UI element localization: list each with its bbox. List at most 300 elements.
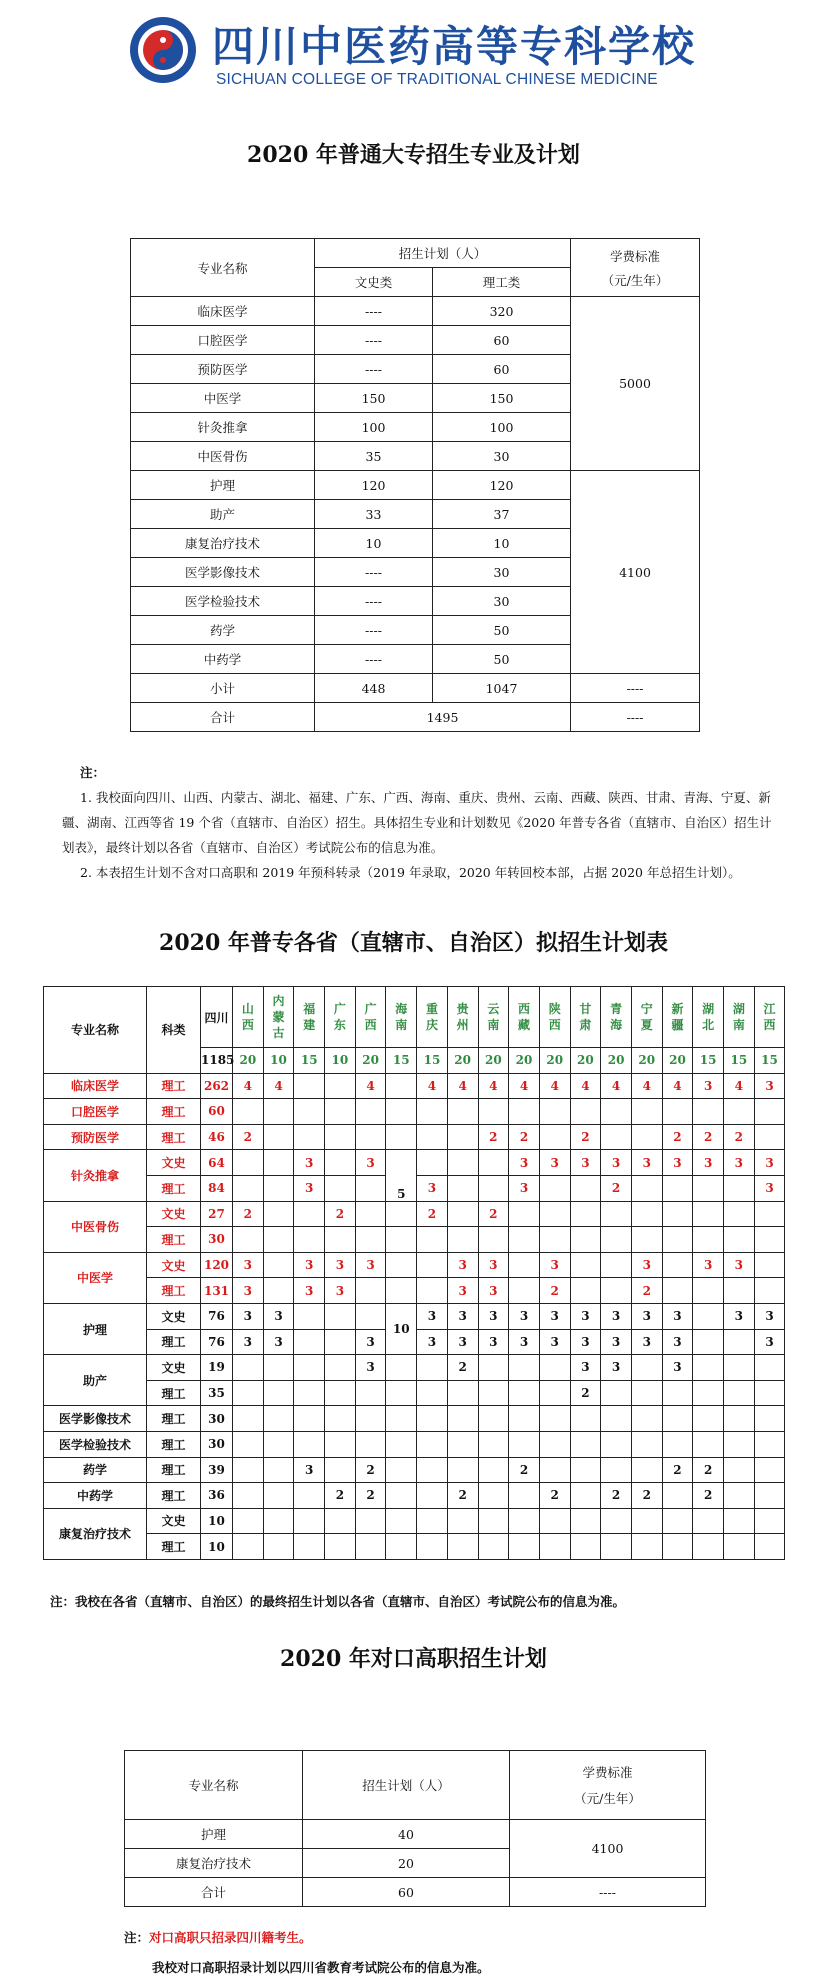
province-plan-row <box>44 1406 785 1432</box>
province-count <box>539 1227 570 1253</box>
province-name-text: 西藏 <box>518 1002 531 1032</box>
major-name: 药学 <box>44 1457 147 1483</box>
province-count <box>294 1124 325 1150</box>
province-total: 20 <box>662 1048 693 1074</box>
province-name <box>447 987 478 1048</box>
province-count <box>724 1483 755 1509</box>
sichuan-count: 10 <box>201 1508 233 1534</box>
vocational-plan-table <box>124 1750 706 1907</box>
province-count <box>478 1508 509 1534</box>
province-name <box>294 987 325 1048</box>
province-count: 3 <box>724 1252 755 1278</box>
plan-cell-name: 中医骨伤 <box>131 442 315 471</box>
province-count <box>233 1227 264 1253</box>
province-name-text: 贵州 <box>456 1002 469 1032</box>
province-count <box>294 1201 325 1227</box>
province-count <box>662 1431 693 1457</box>
province-count: 3 <box>355 1355 386 1381</box>
province-name <box>478 987 509 1048</box>
province-count <box>539 1201 570 1227</box>
province-name <box>693 987 724 1048</box>
province-count <box>325 1406 356 1432</box>
plan-cell-sci: 30 <box>433 587 571 616</box>
province-count: 2 <box>447 1483 478 1509</box>
subject-type: 理工 <box>147 1175 201 1201</box>
province-total: 10 <box>263 1048 294 1074</box>
province-name <box>386 987 417 1048</box>
province-name <box>509 987 540 1048</box>
province-count <box>539 1508 570 1534</box>
province-count <box>662 1252 693 1278</box>
province-count <box>724 1175 755 1201</box>
province-count: 2 <box>539 1483 570 1509</box>
plan-cell-arts: 35 <box>315 442 433 471</box>
province-count: 3 <box>294 1278 325 1304</box>
province-total: 15 <box>754 1048 785 1074</box>
province-count: 4 <box>631 1073 662 1099</box>
province-count <box>447 1534 478 1560</box>
province-count <box>693 1175 724 1201</box>
province-count <box>570 1278 601 1304</box>
major-name: 预防医学 <box>44 1124 147 1150</box>
province-count: 3 <box>233 1329 264 1355</box>
province-count: 3 <box>447 1303 478 1329</box>
province-count <box>693 1227 724 1253</box>
province-count: 3 <box>325 1278 356 1304</box>
province-total: 10 <box>325 1048 356 1074</box>
province-count <box>724 1329 755 1355</box>
section3-note <box>124 1928 312 1946</box>
province-count <box>355 1508 386 1534</box>
province-count <box>478 1227 509 1253</box>
province-count <box>447 1099 478 1125</box>
t3-row-plan: 20 <box>303 1849 510 1878</box>
province-count: 3 <box>355 1150 386 1176</box>
province-count: 3 <box>509 1329 540 1355</box>
province-count <box>662 1278 693 1304</box>
province-count <box>263 1252 294 1278</box>
province-count <box>478 1175 509 1201</box>
province-count <box>447 1457 478 1483</box>
province-count <box>294 1227 325 1253</box>
province-count: 3 <box>570 1329 601 1355</box>
hainan-merged: 5 <box>386 1150 417 1201</box>
section1-notes <box>62 760 782 885</box>
province-count <box>570 1406 601 1432</box>
plan-cell-arts: 120 <box>315 471 433 500</box>
province-plan-row <box>44 1099 785 1125</box>
subject-type: 理工 <box>147 1457 201 1483</box>
province-count: 3 <box>509 1175 540 1201</box>
province-count: 3 <box>417 1303 448 1329</box>
province-total: 20 <box>570 1048 601 1074</box>
province-plan-row <box>44 1150 785 1176</box>
plan-cell-arts: 100 <box>315 413 433 442</box>
sichuan-total: 1185 <box>201 1048 233 1074</box>
province-total: 15 <box>417 1048 448 1074</box>
sichuan-count: 64 <box>201 1150 233 1176</box>
province-count <box>539 1355 570 1381</box>
province-count: 2 <box>355 1483 386 1509</box>
province-name-text: 甘肃 <box>579 1002 592 1032</box>
province-count <box>294 1483 325 1509</box>
sichuan-count: 30 <box>201 1431 233 1457</box>
province-count <box>724 1227 755 1253</box>
section3-title: 2020 年对口高职招生计划 <box>280 1646 547 1672</box>
header-major: 专业名称 <box>131 239 315 297</box>
note-1: 1. 我校面向四川、山西、内蒙古、湖北、福建、广东、广西、海南、重庆、贵州、云南、西藏、陕西、甘肃、青海、宁夏、新疆、湖南、江西等省 19 个省（直辖市、自治区）招生。具体招生专业和计划数见《2020 年普专各省（直辖市、自治区）招生计划表》，最终计划以各省（直辖市、自治区）考试院公布的信息为准。 <box>62 790 772 855</box>
province-count <box>662 1508 693 1534</box>
province-count <box>386 1508 417 1534</box>
section3-note-2: 我校对口高职招录计划以四川省教育考试院公布的信息为准。 <box>152 1960 490 1975</box>
province-count <box>570 1227 601 1253</box>
header-type: 科类 <box>147 987 201 1074</box>
province-count: 2 <box>693 1124 724 1150</box>
subject-type: 理工 <box>147 1380 201 1406</box>
school-logo-icon <box>128 15 198 85</box>
province-count <box>417 1227 448 1253</box>
header-sci: 理工类 <box>433 268 571 297</box>
plan-cell-name: 医学检验技术 <box>131 587 315 616</box>
province-count: 3 <box>417 1329 448 1355</box>
province-count <box>539 1175 570 1201</box>
province-count <box>509 1201 540 1227</box>
subject-type: 理工 <box>147 1534 201 1560</box>
province-count: 3 <box>233 1252 264 1278</box>
province-count: 3 <box>447 1252 478 1278</box>
province-count: 3 <box>570 1150 601 1176</box>
notes-heading: 注： <box>80 765 106 780</box>
subtotal-arts: 448 <box>315 674 433 703</box>
province-count <box>631 1355 662 1381</box>
province-count <box>294 1431 325 1457</box>
province-total: 20 <box>355 1048 386 1074</box>
province-count <box>539 1380 570 1406</box>
province-count <box>447 1150 478 1176</box>
province-count: 3 <box>478 1329 509 1355</box>
province-plan-row <box>44 1278 785 1304</box>
province-total: 15 <box>693 1048 724 1074</box>
province-count: 3 <box>662 1329 693 1355</box>
province-count: 2 <box>447 1355 478 1381</box>
province-count <box>631 1431 662 1457</box>
province-count <box>355 1431 386 1457</box>
province-count <box>417 1534 448 1560</box>
province-count: 4 <box>509 1073 540 1099</box>
province-count <box>601 1227 632 1253</box>
plan-cell-sci: 10 <box>433 529 571 558</box>
province-count <box>263 1534 294 1560</box>
province-count: 3 <box>631 1329 662 1355</box>
province-count <box>693 1278 724 1304</box>
province-count <box>754 1124 785 1150</box>
province-count <box>386 1099 417 1125</box>
province-count <box>662 1201 693 1227</box>
province-count: 3 <box>539 1150 570 1176</box>
province-name-text: 陕西 <box>548 1002 561 1032</box>
sichuan-count: 131 <box>201 1278 233 1304</box>
province-count <box>662 1483 693 1509</box>
province-count <box>233 1483 264 1509</box>
subject-type: 理工 <box>147 1406 201 1432</box>
province-count <box>417 1483 448 1509</box>
header-major: 专业名称 <box>44 987 147 1074</box>
province-count <box>601 1252 632 1278</box>
plan-cell-arts: ---- <box>315 558 433 587</box>
province-count: 3 <box>693 1150 724 1176</box>
province-count <box>325 1227 356 1253</box>
province-count <box>325 1329 356 1355</box>
province-count <box>539 1124 570 1150</box>
province-count <box>417 1457 448 1483</box>
province-count <box>509 1099 540 1125</box>
province-count <box>754 1099 785 1125</box>
province-count <box>724 1431 755 1457</box>
province-name <box>355 987 386 1048</box>
province-plan-row <box>44 1124 785 1150</box>
plan-cell-sci: 320 <box>433 297 571 326</box>
t3-header-plan: 招生计划（人） <box>303 1751 510 1820</box>
province-count <box>631 1457 662 1483</box>
province-count: 4 <box>233 1073 264 1099</box>
sichuan-count: 27 <box>201 1201 233 1227</box>
sichuan-count: 30 <box>201 1406 233 1432</box>
province-count <box>263 1380 294 1406</box>
province-count <box>754 1534 785 1560</box>
plan-cell-sci: 60 <box>433 326 571 355</box>
major-name: 中药学 <box>44 1483 147 1509</box>
province-name-text: 福建 <box>303 1002 316 1032</box>
province-count: 4 <box>447 1073 478 1099</box>
province-count: 2 <box>539 1278 570 1304</box>
province-count <box>263 1431 294 1457</box>
province-count: 3 <box>478 1252 509 1278</box>
province-count <box>631 1099 662 1125</box>
province-count <box>631 1534 662 1560</box>
province-plan-row <box>44 1303 785 1329</box>
sichuan-count: 35 <box>201 1380 233 1406</box>
province-count <box>325 1380 356 1406</box>
plan-row <box>131 471 700 500</box>
province-count <box>386 1201 417 1227</box>
province-plan-row <box>44 1227 785 1253</box>
province-count <box>294 1099 325 1125</box>
province-count <box>417 1278 448 1304</box>
province-count <box>478 1099 509 1125</box>
province-name-text: 广东 <box>333 1002 346 1032</box>
province-count: 2 <box>662 1457 693 1483</box>
province-count <box>386 1483 417 1509</box>
subject-type: 理工 <box>147 1431 201 1457</box>
subject-type: 文史 <box>147 1355 201 1381</box>
province-count: 2 <box>478 1124 509 1150</box>
province-count: 3 <box>294 1175 325 1201</box>
province-count: 2 <box>601 1483 632 1509</box>
plan-cell-sci: 50 <box>433 645 571 674</box>
major-name: 医学检验技术 <box>44 1431 147 1457</box>
province-count <box>724 1380 755 1406</box>
sichuan-count: 120 <box>201 1252 233 1278</box>
province-count: 3 <box>294 1150 325 1176</box>
province-count: 3 <box>631 1303 662 1329</box>
province-count <box>233 1355 264 1381</box>
province-count <box>294 1355 325 1381</box>
province-name <box>263 987 294 1048</box>
province-count: 3 <box>631 1252 662 1278</box>
province-count <box>478 1431 509 1457</box>
province-count <box>539 1406 570 1432</box>
section3-note-head: 注： <box>124 1930 150 1945</box>
province-count <box>693 1355 724 1381</box>
plan-cell-arts: ---- <box>315 587 433 616</box>
province-count <box>325 1431 356 1457</box>
plan-cell-arts: ---- <box>315 645 433 674</box>
province-count <box>233 1457 264 1483</box>
province-count <box>754 1406 785 1432</box>
province-count: 3 <box>662 1355 693 1381</box>
province-name <box>233 987 264 1048</box>
province-count: 3 <box>662 1303 693 1329</box>
province-count <box>417 1406 448 1432</box>
province-count <box>662 1099 693 1125</box>
province-count: 3 <box>539 1329 570 1355</box>
province-count <box>539 1431 570 1457</box>
province-count <box>447 1406 478 1432</box>
province-count <box>263 1175 294 1201</box>
province-count <box>662 1175 693 1201</box>
province-count: 2 <box>693 1457 724 1483</box>
province-name-text: 湖南 <box>732 1002 745 1032</box>
t3-header-major: 专业名称 <box>125 1751 303 1820</box>
t3-row-plan: 40 <box>303 1820 510 1849</box>
province-count <box>601 1406 632 1432</box>
province-count <box>263 1406 294 1432</box>
province-count <box>693 1329 724 1355</box>
province-count: 4 <box>355 1073 386 1099</box>
province-count <box>693 1406 724 1432</box>
province-count <box>325 1355 356 1381</box>
plan-cell-arts: ---- <box>315 297 433 326</box>
province-count: 3 <box>263 1303 294 1329</box>
province-count <box>509 1227 540 1253</box>
province-count <box>478 1483 509 1509</box>
t3-header-fee-label: 学费标准 <box>582 1765 633 1780</box>
province-count: 2 <box>570 1124 601 1150</box>
province-total: 20 <box>233 1048 264 1074</box>
province-total: 20 <box>509 1048 540 1074</box>
plan-cell-sci: 30 <box>433 558 571 587</box>
province-count <box>631 1175 662 1201</box>
province-count: 2 <box>233 1124 264 1150</box>
province-count <box>386 1431 417 1457</box>
province-count <box>724 1508 755 1534</box>
province-count <box>693 1534 724 1560</box>
subject-type: 理工 <box>147 1073 201 1099</box>
province-total: 20 <box>478 1048 509 1074</box>
province-count <box>724 1355 755 1381</box>
note-2: 2. 本表招生计划不含对口高职和 2019 年预科转录（2019 年录取，2020 年转回校本部，占据 2020 年总招生计划）。 <box>80 865 741 880</box>
province-count <box>386 1278 417 1304</box>
plan-cell-name: 临床医学 <box>131 297 315 326</box>
major-name: 医学影像技术 <box>44 1406 147 1432</box>
province-count: 2 <box>601 1175 632 1201</box>
subject-type: 理工 <box>147 1483 201 1509</box>
province-total: 20 <box>601 1048 632 1074</box>
province-count: 4 <box>601 1073 632 1099</box>
province-count: 3 <box>754 1329 785 1355</box>
plan-cell-sci: 100 <box>433 413 571 442</box>
province-count <box>601 1534 632 1560</box>
province-count <box>754 1457 785 1483</box>
province-count: 2 <box>724 1124 755 1150</box>
province-name <box>631 987 662 1048</box>
province-count <box>478 1534 509 1560</box>
province-count <box>263 1099 294 1125</box>
province-count <box>724 1201 755 1227</box>
province-count: 3 <box>539 1303 570 1329</box>
header-arts: 文史类 <box>315 268 433 297</box>
province-count <box>263 1355 294 1381</box>
province-count: 3 <box>631 1150 662 1176</box>
major-name: 助产 <box>44 1355 147 1406</box>
province-count <box>417 1431 448 1457</box>
province-count <box>447 1508 478 1534</box>
province-count: 3 <box>724 1150 755 1176</box>
province-count <box>386 1073 417 1099</box>
province-name-text: 青海 <box>610 1002 623 1032</box>
province-count: 4 <box>570 1073 601 1099</box>
subject-type: 文史 <box>147 1252 201 1278</box>
major-name: 中医骨伤 <box>44 1201 147 1252</box>
province-count <box>601 1124 632 1150</box>
province-count: 3 <box>294 1252 325 1278</box>
general-plan-table <box>130 238 700 732</box>
subject-type: 文史 <box>147 1201 201 1227</box>
province-count <box>233 1175 264 1201</box>
t3-total-label: 合计 <box>125 1878 303 1907</box>
sichuan-count: 10 <box>201 1534 233 1560</box>
province-count: 2 <box>631 1278 662 1304</box>
province-total: 15 <box>294 1048 325 1074</box>
province-count <box>233 1150 264 1176</box>
province-count <box>754 1380 785 1406</box>
province-count <box>355 1534 386 1560</box>
plan-cell-sci: 30 <box>433 442 571 471</box>
province-count <box>294 1073 325 1099</box>
province-count <box>447 1227 478 1253</box>
province-count <box>294 1303 325 1329</box>
major-name: 临床医学 <box>44 1073 147 1099</box>
sichuan-count: 60 <box>201 1099 233 1125</box>
province-count: 2 <box>693 1483 724 1509</box>
subject-type: 理工 <box>147 1099 201 1125</box>
province-count <box>447 1201 478 1227</box>
major-name: 护理 <box>44 1303 147 1354</box>
major-name: 针灸推拿 <box>44 1150 147 1201</box>
province-name-text: 广西 <box>364 1002 377 1032</box>
province-count <box>233 1431 264 1457</box>
province-total: 20 <box>631 1048 662 1074</box>
province-count: 3 <box>355 1329 386 1355</box>
header-fee-label: 学费标准 <box>610 248 661 264</box>
province-count <box>325 1508 356 1534</box>
province-count <box>355 1175 386 1201</box>
province-name-text: 云南 <box>487 1002 500 1032</box>
province-count <box>509 1252 540 1278</box>
province-name <box>662 987 693 1048</box>
province-count <box>570 1534 601 1560</box>
province-count <box>233 1099 264 1125</box>
